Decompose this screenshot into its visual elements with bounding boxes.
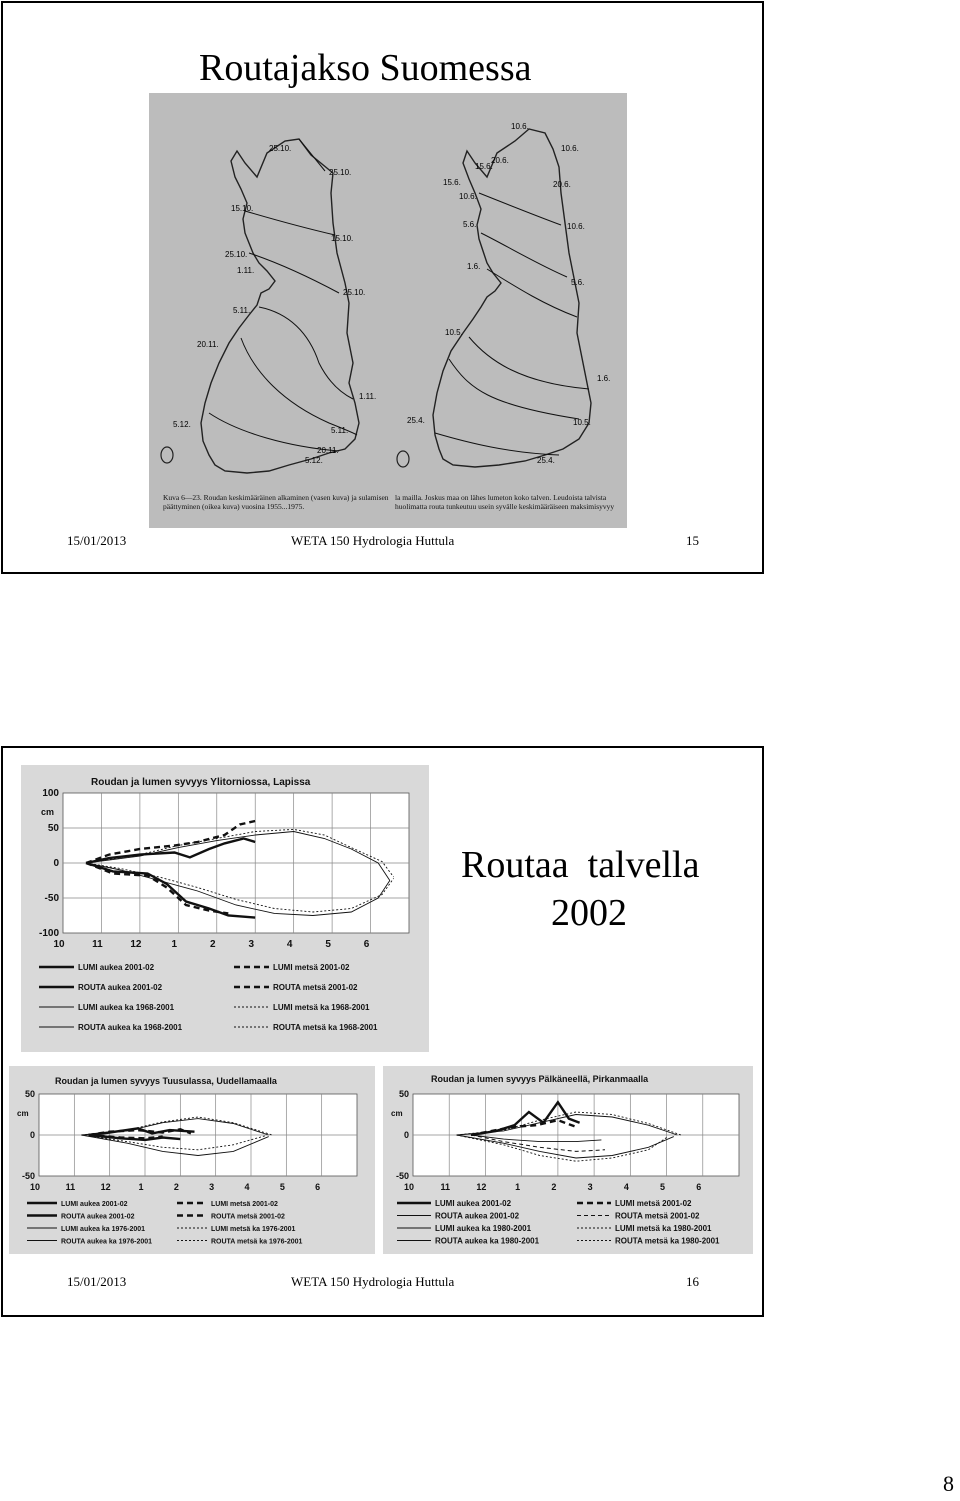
y-axis-label: cm xyxy=(391,1109,403,1118)
legend-label: LUMI aukea ka 1968-2001 xyxy=(78,1003,175,1012)
legend-label: LUMI metsä ka 1968-2001 xyxy=(273,1003,370,1012)
x-tick-label: 3 xyxy=(587,1182,593,1192)
legend-label: LUMI metsä 2001-02 xyxy=(615,1199,692,1208)
footer-course-name: WETA 150 Hydrologia xyxy=(291,1274,412,1289)
legend-label: ROUTA metsä 2001-02 xyxy=(273,983,358,992)
y-tick-label: -50 xyxy=(44,893,59,904)
chart-tuusula xyxy=(9,1066,375,1254)
slide-16 xyxy=(1,746,764,1317)
y-tick-label: 50 xyxy=(398,1089,409,1099)
footer-author: Huttula xyxy=(415,533,455,548)
map-label: 10.6. xyxy=(561,144,579,153)
legend-label: LUMI aukea 2001-02 xyxy=(61,1201,128,1208)
x-tick-label: 3 xyxy=(209,1182,215,1192)
chart-ylitornio xyxy=(21,765,429,1052)
map-label: 10.5. xyxy=(445,328,463,337)
figure-caption-left: Kuva 6—23. Roudan keskimääräinen alkaminen (vasen kuva) ja sulamisen päättyminen (oikea kuva) vuosina 1955...1975. xyxy=(163,493,389,511)
isoline-right-2 xyxy=(481,233,567,277)
map-label: 20.11. xyxy=(197,340,219,349)
y-tick-label: 50 xyxy=(24,1089,35,1099)
y-axis-label: cm xyxy=(17,1109,29,1118)
frost-map-figure xyxy=(149,93,627,528)
slide-title: Routajakso Suomessa xyxy=(199,47,532,89)
isoline-left-2 xyxy=(245,211,335,235)
map-label: 5.12. xyxy=(305,456,323,465)
map-label: 10.5. xyxy=(573,418,591,427)
map-label: 5.11. xyxy=(233,306,251,315)
map-label: 10.6. xyxy=(567,222,585,231)
x-tick-label: 12 xyxy=(130,939,142,950)
chart-ylitornio-svg xyxy=(21,765,429,1052)
x-tick-label: 11 xyxy=(92,939,103,950)
x-tick-label: 12 xyxy=(476,1182,487,1192)
legend-label: ROUTA aukea 2001-02 xyxy=(435,1211,520,1221)
legend-label: ROUTA metsä ka 1976-2001 xyxy=(211,1238,303,1246)
x-tick-label: 1 xyxy=(171,939,178,950)
x-tick-label: 6 xyxy=(696,1182,702,1192)
footer-author: Huttula xyxy=(415,1274,455,1289)
y-axis-label: cm xyxy=(41,807,55,817)
map-label: 20.6. xyxy=(553,180,571,189)
map-label: 25.4. xyxy=(537,456,555,465)
footer-course xyxy=(291,1275,454,1288)
x-tick-label: 11 xyxy=(440,1182,450,1192)
map-label: 20.11. xyxy=(317,446,339,455)
legend-label: ROUTA aukea ka 1968-2001 xyxy=(78,1023,183,1032)
map-label: 15.10. xyxy=(331,234,354,243)
footer-date: 15/01/2013 xyxy=(67,533,127,548)
legend-label: LUMI aukea ka 1976-2001 xyxy=(61,1226,146,1233)
figure-caption-right: la mailla. Joskus maa on lähes lumeton koko talven. Leudoista talvista huolimatta routa tunkeutuu usein syvälle keskimääräiseen maksimisyvyy xyxy=(395,493,615,511)
chart-tuusula-svg xyxy=(9,1066,375,1254)
page-number: 8 xyxy=(943,1471,954,1496)
aland-island-left xyxy=(161,447,173,463)
x-tick-label: 5 xyxy=(325,939,331,950)
x-tick-label: 1 xyxy=(515,1182,521,1192)
x-tick-label: 4 xyxy=(623,1182,629,1192)
y-tick-label: -100 xyxy=(38,928,59,939)
chart-title: Roudan ja lumen syvyys Pälkäneellä, Pirkanmaalla xyxy=(431,1074,649,1084)
x-tick-label: 1 xyxy=(138,1182,144,1192)
y-tick-label: 0 xyxy=(53,858,59,869)
map-label: 5.12. xyxy=(173,420,191,429)
y-tick-label: 50 xyxy=(47,823,59,834)
map-label: 15.10. xyxy=(231,204,254,213)
map-label: 25.10. xyxy=(329,168,352,177)
map-label: 25.4. xyxy=(407,416,425,425)
isoline-right-6 xyxy=(435,433,559,455)
legend-label: LUMI metsä ka 1976-2001 xyxy=(211,1226,296,1233)
y-tick-label: 100 xyxy=(42,788,59,799)
finland-outline-left xyxy=(201,139,359,473)
map-label: 10.6. xyxy=(459,192,477,201)
legend-label: LUMI aukea ka 1980-2001 xyxy=(435,1224,532,1233)
slide-number: 15 xyxy=(686,533,699,548)
legend-label: ROUTA aukea 2001-02 xyxy=(78,983,163,992)
legend-label: ROUTA aukea ka 1976-2001 xyxy=(61,1238,153,1246)
map-label: 1.11. xyxy=(359,392,377,401)
legend-label: ROUTA metsä 2001-02 xyxy=(211,1213,285,1221)
x-tick-label: 10 xyxy=(53,939,65,950)
aland-island-right xyxy=(397,451,409,467)
x-tick-label: 6 xyxy=(315,1182,321,1192)
y-tick-label: 0 xyxy=(403,1130,409,1140)
footer-course xyxy=(291,534,454,547)
x-tick-label: 6 xyxy=(363,939,370,950)
x-tick-label: 11 xyxy=(65,1182,76,1192)
isoline-left-3 xyxy=(249,253,339,293)
y-tick-label: -50 xyxy=(395,1171,409,1181)
slide-title-line1: Routaa talvella xyxy=(461,844,700,886)
map-label: 15.6. xyxy=(443,178,461,187)
chart-title: Roudan ja lumen syvyys Tuusulassa, Uudellamaalla xyxy=(55,1076,277,1086)
legend-label: ROUTA aukea ka 1980-2001 xyxy=(435,1236,540,1246)
slide-number: 16 xyxy=(686,1274,699,1289)
x-tick-label: 2 xyxy=(209,939,216,950)
map-label: 5.11. xyxy=(331,426,349,435)
finland-maps xyxy=(149,93,627,528)
legend-label: LUMI aukea 2001-02 xyxy=(78,963,155,972)
map-label: 15.6. xyxy=(475,162,493,171)
map-label: 1.11. xyxy=(237,266,255,275)
y-tick-label: 0 xyxy=(29,1130,35,1140)
slide-15 xyxy=(1,1,764,574)
map-label: 10.6. xyxy=(511,122,529,131)
x-tick-label: 5 xyxy=(660,1182,666,1192)
map-label: 5.6. xyxy=(463,220,477,229)
x-tick-label: 2 xyxy=(551,1182,557,1192)
legend-label: ROUTA metsä 2001-02 xyxy=(615,1211,700,1221)
map-label: 25.10. xyxy=(269,144,292,153)
chart-palkane xyxy=(383,1066,753,1254)
x-tick-label: 12 xyxy=(100,1182,111,1192)
x-tick-label: 10 xyxy=(403,1182,415,1192)
map-label: 1.6. xyxy=(597,374,611,383)
legend-label: ROUTA metsä ka 1968-2001 xyxy=(273,1023,378,1032)
legend-label: LUMI metsä 2001-02 xyxy=(211,1201,278,1208)
x-tick-label: 5 xyxy=(279,1182,285,1192)
isoline-right-3 xyxy=(487,269,577,317)
isoline-right-4 xyxy=(469,337,589,389)
isoline-left-4 xyxy=(259,307,353,399)
footer-course-name: WETA 150 Hydrologia xyxy=(291,533,412,548)
legend-label: LUMI aukea 2001-02 xyxy=(435,1199,512,1208)
map-label: 5.6. xyxy=(571,278,585,287)
x-tick-label: 4 xyxy=(286,939,293,950)
map-label: 25.10. xyxy=(225,250,248,259)
isoline-left-5 xyxy=(241,338,357,435)
map-label: 25.10. xyxy=(343,288,366,297)
legend-label: ROUTA aukea 2001-02 xyxy=(61,1213,135,1221)
legend-label: LUMI metsä ka 1980-2001 xyxy=(615,1224,712,1233)
legend-label: LUMI metsä 2001-02 xyxy=(273,963,350,972)
footer-date: 15/01/2013 xyxy=(67,1274,127,1289)
map-label: 20.6. xyxy=(491,156,509,165)
x-tick-label: 2 xyxy=(173,1182,179,1192)
isoline-left-1 xyxy=(299,139,325,171)
x-tick-label: 3 xyxy=(248,939,255,950)
slide-title-line2: 2002 xyxy=(551,892,627,934)
chart-title: Roudan ja lumen syvyys Ylitorniossa, Lapissa xyxy=(91,777,311,788)
x-tick-label: 10 xyxy=(29,1182,41,1192)
isoline-right-5 xyxy=(449,359,579,419)
x-tick-label: 4 xyxy=(244,1182,250,1192)
y-tick-label: -50 xyxy=(21,1171,35,1181)
legend-label: ROUTA metsä ka 1980-2001 xyxy=(615,1236,720,1246)
map-label: 1.6. xyxy=(467,262,481,271)
chart-palkane-svg xyxy=(383,1066,753,1254)
isoline-right-1 xyxy=(479,193,561,225)
